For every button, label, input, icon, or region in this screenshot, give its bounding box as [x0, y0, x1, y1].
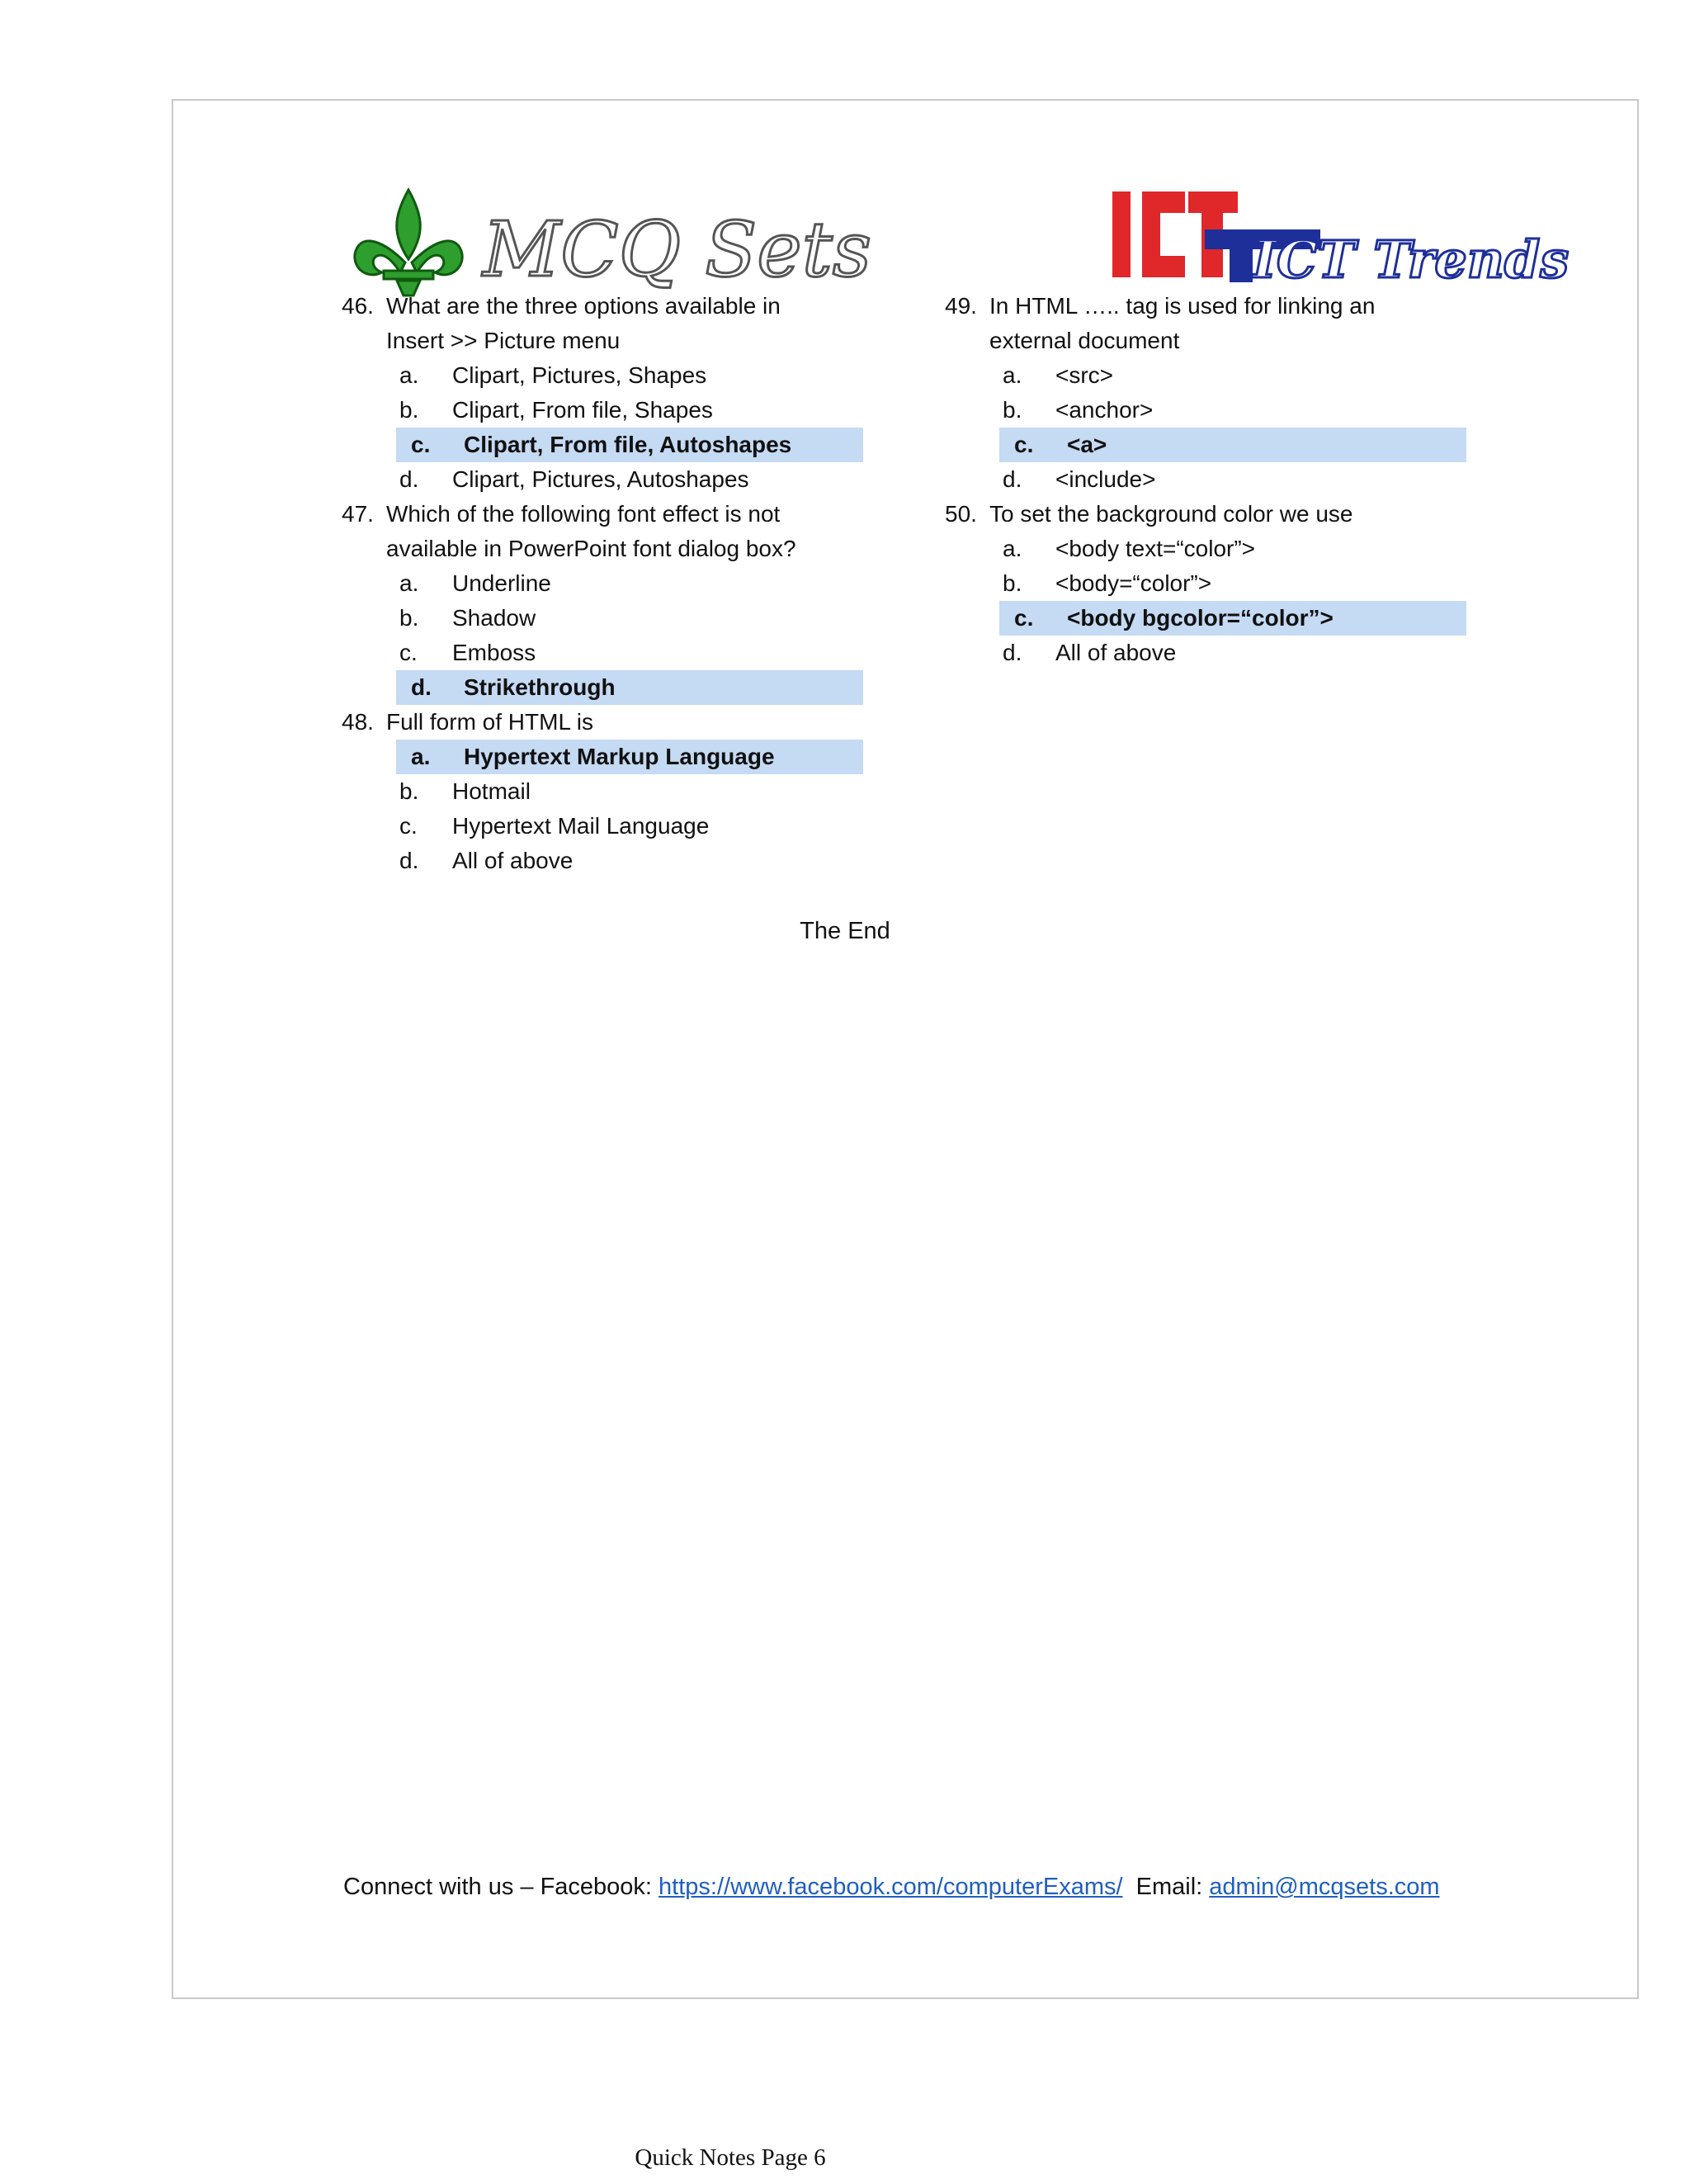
option-row: c. Emboss — [399, 640, 536, 665]
option-row: d. Clipart, Pictures, Autoshapes — [399, 466, 749, 492]
question-text: external document — [989, 328, 1180, 353]
option-row: b. <body=“color”> — [1003, 570, 1212, 596]
mcq-sets-wordmark: MCQ Sets — [483, 206, 871, 294]
question-text: To set the background color we use — [989, 501, 1353, 527]
question-48 — [342, 705, 870, 878]
question-number: 46. — [342, 293, 374, 319]
question-number: 50. — [945, 501, 977, 527]
option-row: d. All of above — [1003, 640, 1177, 665]
option-row: c. Hypertext Mail Language — [399, 813, 710, 839]
option-row: b. Hotmail — [399, 778, 531, 804]
question-number: 47. — [342, 501, 374, 527]
connect-label: Connect with us – Facebook: — [343, 1874, 659, 1900]
question-text: What are the three options available in — [386, 293, 781, 319]
the-end-text: The End — [800, 918, 890, 944]
ict-trends-wordmark: ICT Trends — [1253, 229, 1570, 290]
right-question-column — [945, 289, 1473, 670]
email-link[interactable]: admin@mcqsets.com — [1209, 1874, 1440, 1900]
correct-option-row: c. <body bgcolor=“color”> — [999, 601, 1466, 636]
option-row: a. Underline — [399, 570, 551, 596]
question-number: 49. — [945, 293, 977, 319]
page-number: Quick Notes Page 6 — [635, 2144, 826, 2171]
left-question-column — [342, 289, 870, 878]
option-row: a. Clipart, Pictures, Shapes — [399, 362, 707, 388]
facebook-link[interactable]: https://www.facebook.com/computerExams/ — [659, 1874, 1123, 1900]
footer-connect — [343, 1874, 1440, 1901]
option-row: b. Clipart, From file, Shapes — [399, 397, 713, 423]
option-row: d. All of above — [399, 848, 574, 873]
question-text: Insert >> Picture menu — [386, 328, 621, 353]
option-row: a. <src> — [1003, 362, 1114, 388]
question-text: available in PowerPoint font dialog box? — [386, 536, 796, 561]
question-text: In HTML ….. tag is used for linking an — [989, 293, 1376, 319]
correct-option-row: d. Strikethrough — [396, 670, 863, 705]
question-number: 48. — [342, 709, 374, 735]
email-label: Email: — [1122, 1874, 1210, 1900]
correct-option-row: a. Hypertext Markup Language — [396, 740, 863, 774]
correct-option-row: c. Clipart, From file, Autoshapes — [396, 428, 863, 462]
mcq-sets-logo — [351, 183, 871, 299]
question-47 — [342, 497, 870, 705]
option-row: b. <anchor> — [1003, 397, 1154, 423]
question-46 — [342, 289, 870, 497]
ict-trends-logo — [1106, 188, 1570, 290]
option-row: a. <body text=“color”> — [1003, 536, 1256, 561]
question-50 — [945, 497, 1473, 670]
question-text: Which of the following font effect is not — [386, 501, 781, 527]
question-49 — [945, 289, 1473, 497]
option-row: b. Shadow — [399, 605, 536, 631]
fleur-de-lis-icon — [355, 190, 462, 295]
option-row: d. <include> — [1003, 466, 1156, 492]
correct-option-row: c. <a> — [999, 428, 1466, 462]
question-text: Full form of HTML is — [386, 709, 593, 735]
